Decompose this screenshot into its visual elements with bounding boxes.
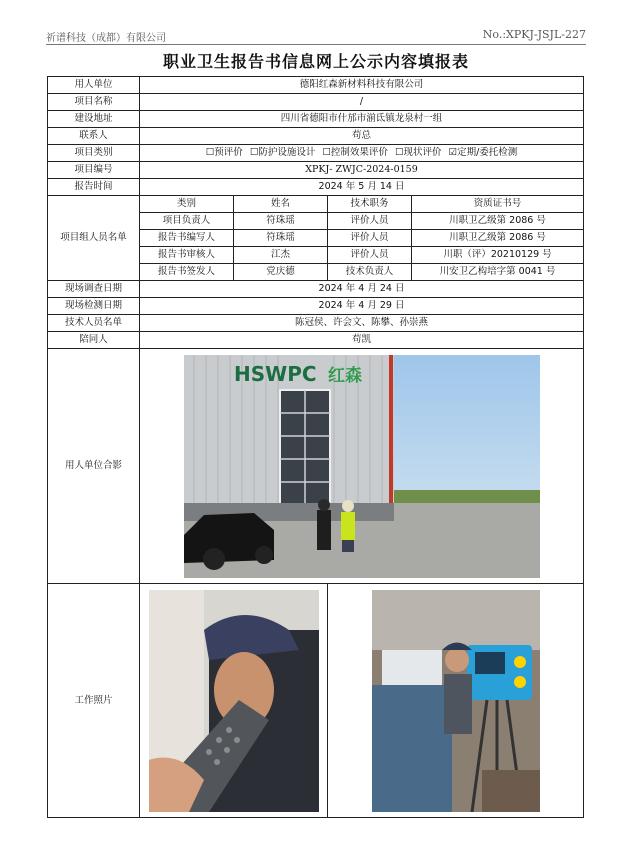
value-technicians: 陈冠侯、许会文、陈攀、孙崇燕 <box>140 315 584 332</box>
member-certificate: 川职卫乙级第 2086 号 <box>412 230 584 247</box>
category-option[interactable] <box>449 147 518 158</box>
row-address <box>48 111 584 128</box>
document-number: No.:XPKJ-JSJL-227 <box>482 28 586 41</box>
row-work-photos <box>48 584 584 818</box>
label-group-photo: 用人单位合影 <box>48 349 140 584</box>
label-escort: 陪同人 <box>48 332 140 349</box>
label-contact: 联系人 <box>48 128 140 145</box>
checked-checkbox-icon[interactable]: ☑ <box>448 147 458 158</box>
row-report-date <box>48 179 584 196</box>
row-project-name <box>48 94 584 111</box>
value-report-date: 2024 年 5 月 14 日 <box>140 179 584 196</box>
group-photo-image <box>184 355 540 578</box>
team-header-row <box>48 196 584 213</box>
work-photo-cell-1 <box>140 584 328 818</box>
category-option[interactable] <box>395 147 442 158</box>
category-option-label: 控制效果评价 <box>330 147 388 158</box>
page-title: 职业卫生报告书信息网上公示内容填报表 <box>162 52 469 71</box>
member-title: 技术负责人 <box>328 264 412 281</box>
member-certificate: 川职（评）20210129 号 <box>412 247 584 264</box>
company-sign: HSWPC <box>233 361 317 386</box>
label-work-photos: 工作照片 <box>48 584 140 818</box>
member-name: 党庆德 <box>234 264 328 281</box>
member-name: 符珠瑶 <box>234 213 328 230</box>
member-role: 报告书编写人 <box>140 230 234 247</box>
company-sign-cn: 红森 <box>327 365 362 386</box>
label-survey-date: 现场调查日期 <box>48 281 140 298</box>
row-group-photo <box>48 349 584 584</box>
report-form-table <box>47 76 584 818</box>
category-option[interactable] <box>206 147 243 158</box>
label-technicians: 技术人员名单 <box>48 315 140 332</box>
checkbox-icon[interactable]: ☐ <box>322 147 331 158</box>
checkbox-icon[interactable]: ☐ <box>205 147 215 158</box>
member-role: 报告书审核人 <box>140 247 234 264</box>
work-photo-1 <box>149 590 319 812</box>
value-survey-date: 2024 年 4 月 24 日 <box>140 281 584 298</box>
checkbox-icon[interactable]: ☐ <box>394 147 404 158</box>
member-title: 评价人员 <box>328 213 412 230</box>
category-option-label: 预评价 <box>214 147 243 158</box>
label-project-no: 项目编号 <box>48 162 140 179</box>
label-address: 建设地址 <box>48 111 140 128</box>
team-header-cell: 类别 <box>140 196 234 213</box>
category-option-label: 防护设施设计 <box>258 147 316 158</box>
checkbox-icon[interactable]: ☐ <box>249 147 259 158</box>
member-role: 报告书签发人 <box>140 264 234 281</box>
value-project-name: / <box>140 94 584 111</box>
header-divider <box>46 44 586 45</box>
label-category: 项目类别 <box>48 145 140 162</box>
value-escort: 苟凯 <box>140 332 584 349</box>
work-photo-cell-2 <box>328 584 584 818</box>
team-header-cell: 姓名 <box>234 196 328 213</box>
category-option-label: 现状评价 <box>403 147 442 158</box>
label-report-date: 报告时间 <box>48 179 140 196</box>
company-header: 祈谱科技（成都）有限公司 <box>46 33 166 44</box>
row-survey-date <box>48 281 584 298</box>
team-header-cell: 资质证书号 <box>412 196 584 213</box>
row-technicians <box>48 315 584 332</box>
row-contact <box>48 128 584 145</box>
member-certificate: 川职卫乙级第 2086 号 <box>412 213 584 230</box>
category-option-label: 定期/委托检测 <box>457 147 518 158</box>
member-title: 评价人员 <box>328 247 412 264</box>
member-title: 评价人员 <box>328 230 412 247</box>
category-option[interactable] <box>250 147 316 158</box>
value-project-no: XPKJ- ZWJC-2024-0159 <box>140 162 584 179</box>
value-employer: 德阳红森新材料科技有限公司 <box>140 77 584 94</box>
member-name: 江杰 <box>234 247 328 264</box>
label-test-date: 现场检测日期 <box>48 298 140 315</box>
row-escort <box>48 332 584 349</box>
category-options <box>140 145 584 162</box>
label-team: 项目组人员名单 <box>48 196 140 281</box>
team-header-cell: 技术职务 <box>328 196 412 213</box>
row-employer <box>48 77 584 94</box>
category-option[interactable] <box>322 147 388 158</box>
row-category <box>48 145 584 162</box>
label-project-name: 项目名称 <box>48 94 140 111</box>
value-test-date: 2024 年 4 月 29 日 <box>140 298 584 315</box>
group-photo-cell <box>140 349 584 584</box>
member-role: 项目负责人 <box>140 213 234 230</box>
row-project-no <box>48 162 584 179</box>
value-address: 四川省德阳市什邡市湔氐镇龙泉村一组 <box>140 111 584 128</box>
row-test-date <box>48 298 584 315</box>
member-certificate: 川安卫乙构培字第 0041 号 <box>412 264 584 281</box>
value-contact: 苟总 <box>140 128 584 145</box>
label-employer: 用人单位 <box>48 77 140 94</box>
work-photo-2 <box>372 590 540 812</box>
member-name: 符珠瑶 <box>234 230 328 247</box>
